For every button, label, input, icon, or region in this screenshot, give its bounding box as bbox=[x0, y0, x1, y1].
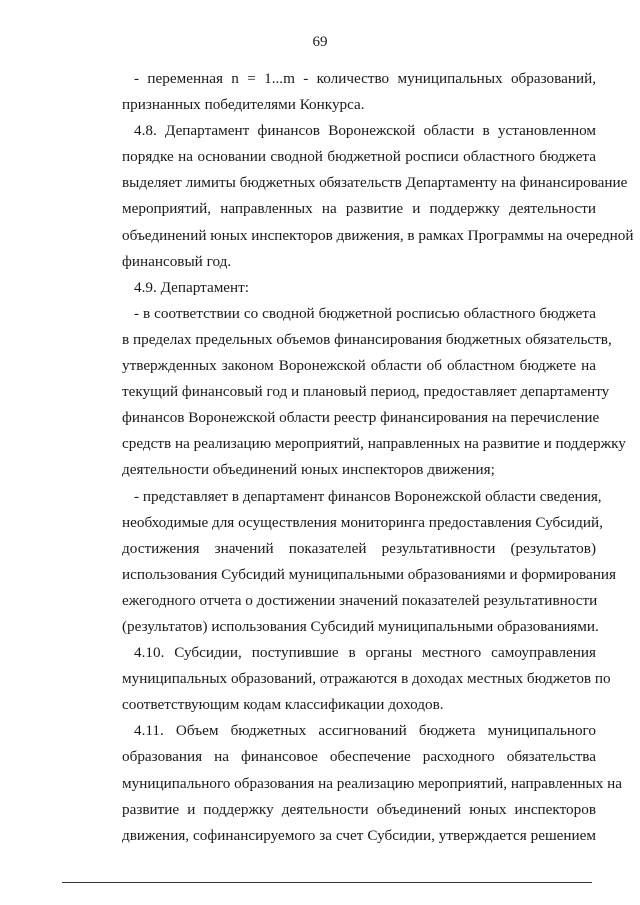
text-line: соответствующим кодам классификации доходов. bbox=[122, 696, 444, 714]
text-line: 4.9. Департамент: bbox=[134, 278, 250, 296]
text-line: образования на финансовое обеспечение расходного обязательства bbox=[122, 748, 596, 766]
text-line: в пределах предельных объемов финансирования бюджетных обязательств, bbox=[122, 330, 612, 348]
text-line: финансов Воронежской области реестр финансирования на перечисление bbox=[122, 409, 600, 427]
bottom-rule bbox=[62, 882, 592, 883]
text-line: муниципального образования на реализацию мероприятий, направленных на bbox=[122, 774, 623, 792]
page-number: 69 bbox=[312, 34, 328, 50]
text-line: 4.11. Объем бюджетных ассигнований бюджета муниципального bbox=[134, 722, 596, 740]
text-line: - переменная n = 1...m - количество муниципальных образований, bbox=[134, 70, 596, 87]
text-line: муниципальных образований, отражаются в доходах местных бюджетов по bbox=[122, 670, 611, 688]
text-line: порядке на основании сводной бюджетной росписи областного бюджета bbox=[122, 148, 596, 166]
text-line: достижения значений показателей результативности (результатов) bbox=[122, 539, 596, 557]
text-line: мероприятий, направленных на развитие и поддержку деятельности bbox=[122, 200, 596, 218]
text-line: утвержденных законом Воронежской области об областном бюджете на bbox=[122, 357, 596, 375]
text-line: 4.10. Субсидии, поступившие в органы местного самоуправления bbox=[134, 644, 596, 662]
text-line: ежегодного отчета о достижении значений показателей результативности bbox=[122, 591, 598, 609]
text-line: выделяет лимиты бюджетных обязательств Департаменту на финансирование bbox=[122, 174, 628, 192]
text-line: (результатов) использования Субсидий муниципальными образованиями. bbox=[122, 617, 599, 635]
text-line: необходимые для осуществления мониторинга предоставления Субсидий, bbox=[122, 513, 603, 531]
text-line: деятельности объединений юных инспекторов движения; bbox=[122, 461, 495, 479]
text-line: развитие и поддержку деятельности объединений юных инспекторов bbox=[122, 800, 596, 818]
text-line: текущий финансовый год и плановый период, предоставляет департаменту bbox=[122, 383, 610, 401]
text-line: 4.8. Департамент финансов Воронежской области в установленном bbox=[134, 122, 596, 140]
text-line: движения, софинансируемого за счет Субсидии, утверждается решением bbox=[122, 826, 596, 844]
text-line: финансовый год. bbox=[122, 252, 232, 270]
text-line: признанных победителями Конкурса. bbox=[122, 96, 365, 114]
text-line: - в соответствии со сводной бюджетной росписью областного бюджета bbox=[134, 304, 596, 322]
text-line: объединений юных инспекторов движения, в рамках Программы на очередной bbox=[122, 226, 634, 244]
text-line: средств на реализацию мероприятий, направленных на развитие и поддержку bbox=[122, 435, 626, 453]
text-line: - представляет в департамент финансов Воронежской области сведения, bbox=[134, 487, 602, 505]
document-body bbox=[122, 66, 634, 849]
text-line: использования Субсидий муниципальными образованиями и формирования bbox=[122, 565, 617, 583]
